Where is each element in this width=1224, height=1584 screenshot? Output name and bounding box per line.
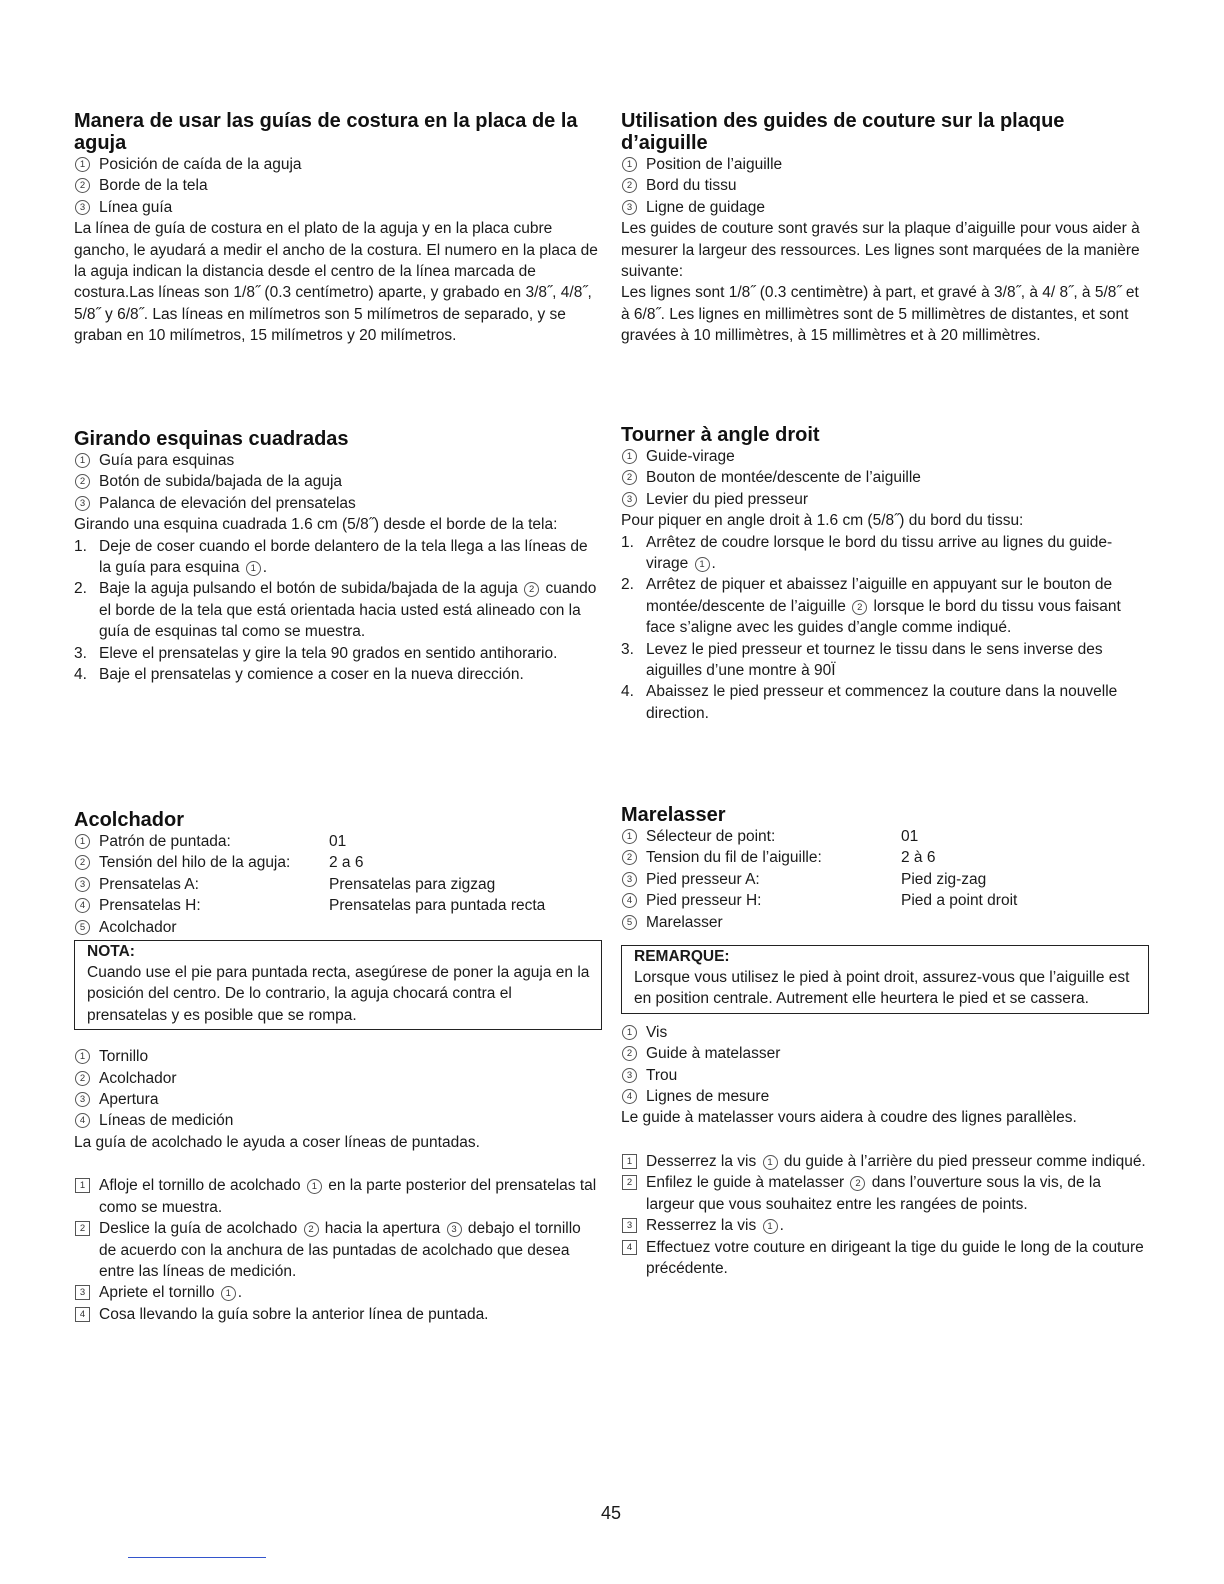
- circled-number-icon: 3: [75, 496, 90, 511]
- fr-corners-intro: Pour piquer en angle droit à 1.6 cm (5/8˝) du bord du tissu:: [621, 512, 1024, 530]
- spanish-column: [74, 0, 602, 1500]
- circled-number-icon: 1: [75, 1049, 90, 1064]
- es-quilter-section: [74, 809, 602, 1325]
- fr-guides-title: Utilisation des guides de couture sur la plaque d’aiguille: [621, 110, 1065, 154]
- fr-quilter-extra: 5 Marelasser: [621, 912, 1149, 933]
- circled-number-icon: 3: [622, 1068, 637, 1083]
- circled-number-icon: 1: [695, 557, 710, 572]
- fr-quilter-section: [621, 804, 1149, 1279]
- es-quilter-part: 4 Líneas de medición: [74, 1110, 602, 1131]
- circled-number-icon: 3: [75, 200, 90, 215]
- es-corners-section: [74, 428, 602, 685]
- es-quilter-spec: 1 Patrón de puntada: 01: [74, 831, 602, 852]
- circled-number-icon: 4: [622, 893, 637, 908]
- circled-number-icon: 1: [246, 561, 261, 576]
- es-quilter-spec: 2 Tensión del hilo de la aguja: 2 a 6: [74, 852, 602, 873]
- es-quilter-step: 2 Deslice la guía de acolchado 2 hacia la apertura 3 debajo el tornillo de acuerdo con la anchura de las puntadas de acolchado que desea entre las líneas de medición.: [74, 1218, 602, 1282]
- boxed-number-icon: 2: [622, 1175, 637, 1190]
- es-note-text: Cuando use el pie para puntada recta, asegúrese de poner la aguja en la posición del centro. De lo contrario, la aguja chocará contra el prensatelas y es posible que se rompa.: [87, 964, 590, 1024]
- es-corners-item: 2 Botón de subida/bajada de la aguja: [74, 471, 602, 492]
- fr-quilter-step: 4 Effectuez votre couture en dirigeant la tige du guide le long de la couture précédente.: [621, 1237, 1149, 1280]
- boxed-number-icon: 4: [75, 1307, 90, 1322]
- boxed-number-icon: 3: [622, 1218, 637, 1233]
- fr-guides-body: Les guides de couture sont gravés sur la plaque d’aiguille pour vous aider à mesurer la largeur des ressources. Les lignes sont marquées de la manière suivante:: [621, 220, 1140, 281]
- fr-quilter-spec: 3 Pied presseur A: Pied zig-zag: [621, 869, 1149, 890]
- es-corners-step: 4. Baje el prensatelas y comience a coser en la nueva dirección.: [74, 666, 524, 684]
- fr-corners-title: Tourner à angle droit: [621, 424, 820, 446]
- es-quilter-step: 1 Afloje el tornillo de acolchado 1 en la parte posterior del prensatelas tal como se muestra.: [74, 1175, 602, 1218]
- circled-number-icon: 1: [622, 829, 637, 844]
- circled-number-icon: 4: [622, 1089, 637, 1104]
- es-corners-item: 1 Guía para esquinas: [74, 450, 602, 471]
- circled-number-icon: 1: [221, 1286, 236, 1301]
- fr-quilter-spec: 4 Pied presseur H: Pied a point droit: [621, 890, 1149, 911]
- es-guides-item: 3 Línea guía: [74, 197, 602, 218]
- fr-quilter-spec: 2 Tension du fil de l’aiguille: 2 à 6: [621, 847, 1149, 868]
- fr-note-title: REMARQUE:: [634, 948, 730, 966]
- fr-guides-item: 2 Bord du tissu: [621, 175, 1149, 196]
- circled-number-icon: 5: [75, 920, 90, 935]
- fr-corners-step: 2. Arrêtez de piquer et abaissez l’aiguille en appuyant sur le bouton de montée/descente de l’aiguille 2 lorsque le bord du tissu vous faisant face s’aligne avec les guides d’angle comme indiqué.: [621, 576, 1121, 637]
- circled-number-icon: 3: [622, 872, 637, 887]
- circled-number-icon: 1: [75, 453, 90, 468]
- es-quilter-part: 1 Tornillo: [74, 1046, 602, 1067]
- es-note-box: [74, 940, 602, 1030]
- es-quilter-extra: 5 Acolchador: [74, 917, 602, 938]
- es-quilter-title: Acolchador: [74, 809, 185, 831]
- circled-number-icon: 5: [622, 915, 637, 930]
- circled-number-icon: 2: [622, 470, 637, 485]
- es-guides-title: Manera de usar las guías de costura en la placa de la aguja: [74, 110, 578, 154]
- circled-number-icon: 1: [763, 1155, 778, 1170]
- fr-corners-item: 3 Levier du pied presseur: [621, 489, 1149, 510]
- es-quilter-step: 3 Apriete el tornillo 1 .: [74, 1282, 602, 1303]
- circled-number-icon: 2: [622, 1046, 637, 1061]
- circled-number-icon: 2: [852, 600, 867, 615]
- boxed-number-icon: 1: [622, 1154, 637, 1169]
- boxed-number-icon: 4: [622, 1240, 637, 1255]
- es-guides-item: 2 Borde de la tela: [74, 175, 602, 196]
- circled-number-icon: 2: [622, 178, 637, 193]
- es-corners-item: 3 Palanca de elevación del prensatelas: [74, 493, 602, 514]
- circled-number-icon: 2: [75, 474, 90, 489]
- es-quilter-step: 4 Cosa llevando la guía sobre la anterior línea de puntada.: [74, 1304, 602, 1325]
- fr-guides-item: 1 Position de l’aiguille: [621, 154, 1149, 175]
- es-corners-step: 2. Baje la aguja pulsando el botón de subida/bajada de la aguja 2 cuando el borde de la tela que está orientada hacia usted está alineado con la guía de esquinas tal como se muestra.: [74, 580, 597, 641]
- fr-quilter-part: 1 Vis: [621, 1022, 1149, 1043]
- fr-corners-item: 1 Guide-virage: [621, 446, 1149, 467]
- fr-quilter-part: 2 Guide à matelasser: [621, 1043, 1149, 1064]
- circled-number-icon: 3: [622, 200, 637, 215]
- page-number: 45: [600, 1503, 622, 1523]
- es-guides-item: 1 Posición de caída de la aguja: [74, 154, 602, 175]
- fr-note-box: [621, 945, 1149, 1014]
- es-quilter-part: 2 Acolchador: [74, 1068, 602, 1089]
- circled-number-icon: 2: [524, 582, 539, 597]
- es-corners-step: 3. Eleve el prensatelas y gire la tela 90 grados en sentido antihorario.: [74, 644, 558, 662]
- boxed-number-icon: 3: [75, 1285, 90, 1300]
- circled-number-icon: 3: [622, 492, 637, 507]
- circled-number-icon: 1: [307, 1179, 322, 1194]
- circled-number-icon: 2: [622, 850, 637, 865]
- boxed-number-icon: 1: [75, 1178, 90, 1193]
- fr-quilter-spec: 1 Sélecteur de point: 01: [621, 826, 1149, 847]
- es-quilter-part: 3 Apertura: [74, 1089, 602, 1110]
- fr-quilter-summary: Le guide à matelasser vours aidera à coudre des lignes parallèles.: [621, 1109, 1077, 1127]
- circled-number-icon: 1: [75, 834, 90, 849]
- fr-corners-step: 3. Levez le pied presseur et tournez le tissu dans le sens inverse des aiguilles d’une montre à 90Ϊ: [621, 640, 1103, 680]
- circled-number-icon: 1: [622, 1025, 637, 1040]
- es-guides-body: La línea de guía de costura en el plato de la aguja y en la placa cubre gancho, le ayudará a medir el ancho de la costura. El numero en la placa de la aguja indican la distancia desde el centro de la línea marcada de costura.Las líneas son 1/8˝ (0.3 centímetro) aparte, y grabado en 3/8˝, 4/8˝, 5/8˝ y 6/8˝. Las líneas en milímetros son 5 milímetros de separado, y se graban en 10 milímetros, 15 milímetros y 20 milímetros.: [74, 220, 598, 345]
- fr-corners-step: 1. Arrêtez de coudre lorsque le bord du tissu arrive au lignes du guide-virage 1 .: [621, 533, 1113, 573]
- es-corners-intro: Girando una esquina cuadrada 1.6 cm (5/8˝) desde el borde de la tela:: [74, 516, 558, 534]
- circled-number-icon: 1: [622, 449, 637, 464]
- fr-quilter-step: 1 Desserrez la vis 1 du guide à l’arrière du pied presseur comme indiqué.: [621, 1151, 1149, 1172]
- circled-number-icon: 2: [304, 1222, 319, 1237]
- es-quilter-summary: La guía de acolchado le ayuda a coser líneas de puntadas.: [74, 1133, 480, 1151]
- circled-number-icon: 2: [850, 1176, 865, 1191]
- fr-quilter-step: 2 Enfilez le guide à matelasser 2 dans l’ouverture sous la vis, de la largeur que vous souhaitez entre les rangées de points.: [621, 1172, 1149, 1215]
- fr-guides-section: [621, 110, 1149, 347]
- fr-corners-item: 2 Bouton de montée/descente de l’aiguille: [621, 467, 1149, 488]
- circled-number-icon: 2: [75, 178, 90, 193]
- fr-corners-section: [621, 424, 1149, 724]
- footer-rule: [128, 1557, 266, 1558]
- fr-guides-body-2: Les lignes sont 1/8˝ (0.3 centimètre) à part, et gravé à 3/8˝, à 4/ 8˝, à 5/8˝ et à 6/8˝. Les lignes en millimètres sont de 5 millimètres de distantes, et sont gravées à 10 millimètres, à 15 millimètres et à 20 millimètres.: [621, 284, 1139, 345]
- circled-number-icon: 1: [622, 157, 637, 172]
- circled-number-icon: 3: [75, 1092, 90, 1107]
- boxed-number-icon: 2: [75, 1221, 90, 1236]
- es-corners-step: 1. Deje de coser cuando el borde delantero de la tela llega a las líneas de la guía para esquina 1 .: [74, 537, 588, 577]
- circled-number-icon: 1: [763, 1219, 778, 1234]
- fr-guides-item: 3 Ligne de guidage: [621, 197, 1149, 218]
- fr-quilter-part: 4 Lignes de mesure: [621, 1086, 1149, 1107]
- circled-number-icon: 4: [75, 1113, 90, 1128]
- es-note-title: NOTA:: [87, 943, 135, 961]
- circled-number-icon: 3: [75, 877, 90, 892]
- es-corners-title: Girando esquinas cuadradas: [74, 428, 349, 450]
- fr-quilter-title: Marelasser: [621, 804, 726, 826]
- circled-number-icon: 1: [75, 157, 90, 172]
- circled-number-icon: 3: [447, 1222, 462, 1237]
- french-column: [621, 0, 1149, 1500]
- es-quilter-spec: 4 Prensatelas H: Prensatelas para puntada recta: [74, 895, 602, 916]
- circled-number-icon: 2: [75, 1071, 90, 1086]
- es-quilter-spec: 3 Prensatelas A: Prensatelas para zigzag: [74, 874, 602, 895]
- fr-corners-step: 4. Abaissez le pied presseur et commencez la couture dans la nouvelle direction.: [621, 683, 1118, 722]
- circled-number-icon: 4: [75, 898, 90, 913]
- fr-quilter-part: 3 Trou: [621, 1065, 1149, 1086]
- es-guides-section: [74, 110, 602, 347]
- fr-note-text: Lorsque vous utilisez le pied à point droit, assurez-vous que l’aiguille est en position centrale. Autrement elle heurtera le pied et se cassera.: [634, 969, 1130, 1008]
- circled-number-icon: 2: [75, 855, 90, 870]
- fr-quilter-step: 3 Resserrez la vis 1 .: [621, 1215, 1149, 1236]
